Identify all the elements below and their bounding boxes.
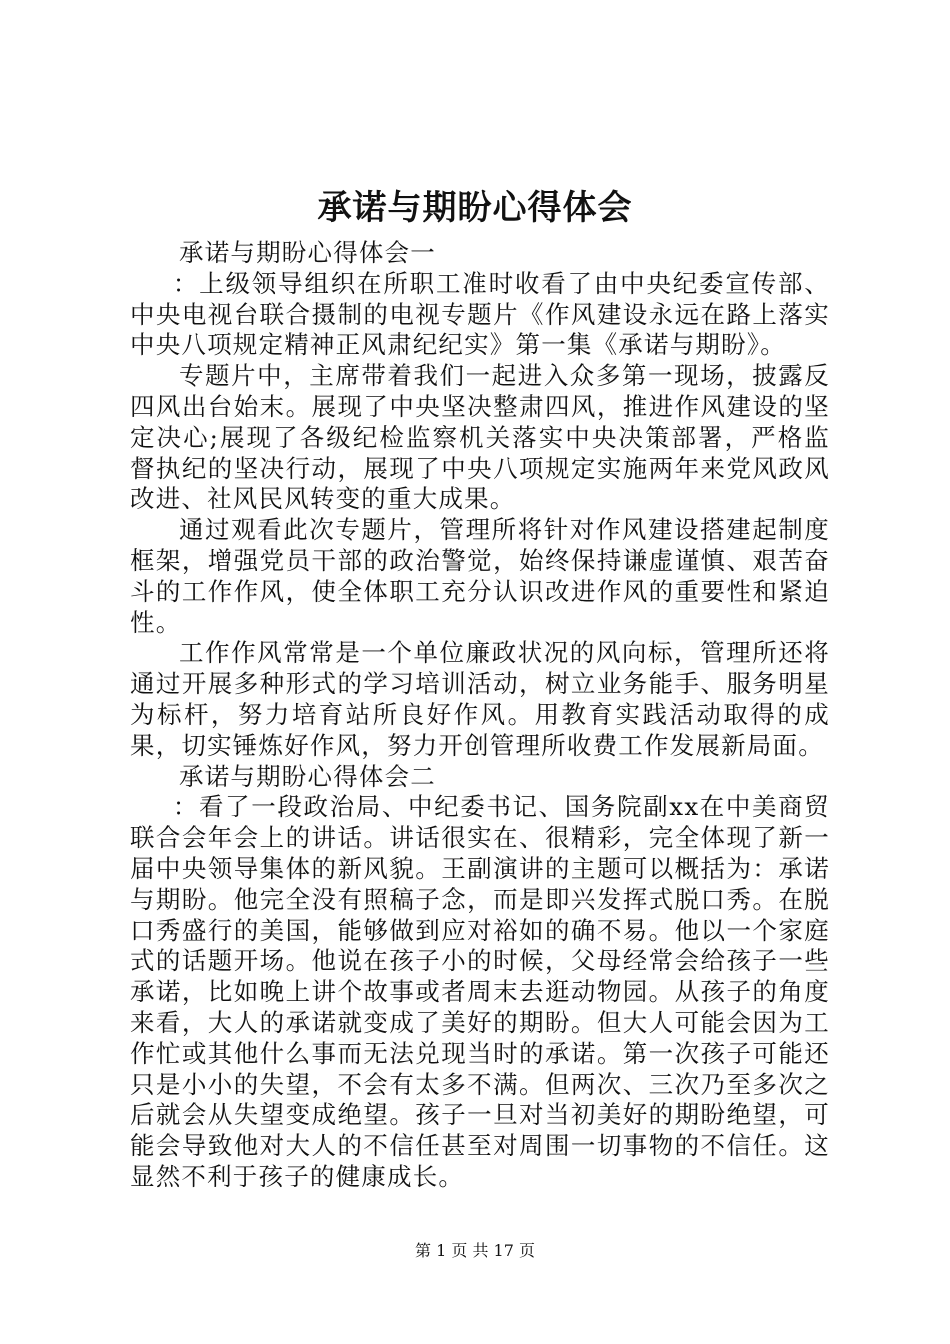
paragraph: ：看了一段政治局、中纪委书记、国务院副xx在中美商贸联合会年会上的讲话。讲话很实在、很精彩，完全体现了新一届中央领导集体的新风貌。王副演讲的主题可以概括为：承诺与期盼。他完全没有照稿子念，而是即兴发挥式脱口秀。在脱口秀盛行的美国，能够做到应对裕如的确不易。他以一个家庭式的话题开场。他说在孩子小的时候，父母经常会给孩子一些承诺，比如晚上讲个故事或者周末去逛动物园。从孩子的角度来看，大人的承诺就变成了美好的期盼。但大人可能会因为工作忙或其他什么事而无法兑现当时的承诺。第一次孩子可能还只是小小的失望，不会有太多不满。但两次、三次乃至多次之后就会从失望变成绝望。孩子一旦对当初美好的期盼绝望，可能会导致他对大人的不信任甚至对周围一切事物的不信任。这显然不利于孩子的健康成长。 [130, 792, 830, 1191]
document-title: 承诺与期盼心得体会 [317, 188, 633, 228]
paragraph: 专题片中，主席带着我们一起进入众多第一现场，披露反四风出台始末。展现了中央坚决整肃四风，推进作风建设的坚定决心;展现了各级纪检监察机关落实中央决策部署，严格监督执纪的坚决行动，展现了中央八项规定实施两年来党风政风改进、社风民风转变的重大成果。 [130, 361, 830, 514]
paragraph: 工作作风常常是一个单位廉政状况的风向标，管理所还将通过开展多种形式的学习培训活动，树立业务能手、服务明星为标杆，努力培育站所良好作风。用教育实践活动取得的成果，切实锤炼好作风，努力开创管理所收费工作发展新局面。 [130, 638, 830, 760]
page-footer: 第 1 页 共 17 页 [415, 1241, 535, 1260]
paragraph: ：上级领导组织在所职工准时收看了由中央纪委宣传部、中央电视台联合摄制的电视专题片《作风建设永远在路上落实中央八项规定精神正风肃纪纪实》第一集《承诺与期盼》。 [130, 268, 830, 360]
section-heading-1: 承诺与期盼心得体会一 [179, 238, 436, 267]
section-heading-2: 承诺与期盼心得体会二 [179, 761, 436, 791]
document-body [130, 238, 830, 1193]
paragraph: 通过观看此次专题片，管理所将针对作风建设搭建起制度框架，增强党员干部的政治警觉，始终保持谦虚谨慎、艰苦奋斗的工作作风，使全体职工充分认识改进作风的重要性和紧迫性。 [130, 515, 830, 637]
